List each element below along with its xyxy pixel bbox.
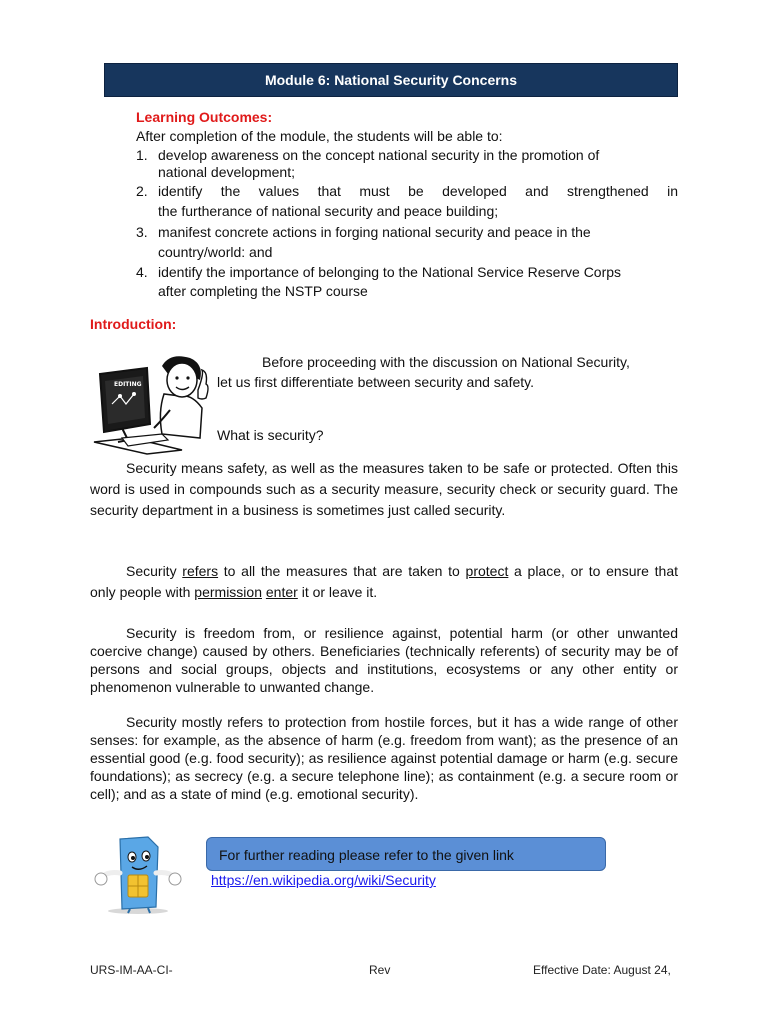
what-is-security-question: What is security?	[217, 427, 324, 443]
outcome-item-1-line2: national development;	[158, 164, 295, 180]
outcome-item-2-line1: identify the values that must be developed and strengthened in	[158, 183, 678, 199]
outcome-item-3-line2: country/world: and	[158, 244, 273, 260]
word-protect: protect	[465, 563, 509, 579]
learning-outcomes-heading: Learning Outcomes:	[136, 109, 273, 125]
outcome-number: 4.	[136, 264, 148, 280]
word-enter: enter	[265, 584, 298, 600]
intro-lead-line1: Before proceeding with the discussion on National Security,	[262, 354, 630, 370]
outcome-item-3-line1: manifest concrete actions in forging national security and peace in the	[158, 224, 591, 240]
further-reading-callout: For further reading please refer to the given link	[206, 837, 606, 871]
intro-lead-line2: let us first differentiate between security and safety.	[217, 374, 534, 390]
paragraph-security-refers	[90, 561, 678, 603]
footer-revision: Rev	[369, 963, 391, 977]
paragraph-security-meaning: Security means safety, as well as the measures taken to be safe or protected. Often this word is used in compounds such as a security measure, security check or security guard. The security department in a business is sometimes just called security.	[90, 460, 678, 518]
outcome-number: 1.	[136, 147, 148, 163]
outcome-number: 3.	[136, 224, 148, 240]
outcomes-intro: After completion of the module, the students will be able to:	[136, 128, 503, 144]
outcome-item-4-line2: after completing the NSTP course	[158, 283, 368, 299]
word-refers: refers	[182, 563, 219, 579]
outcome-item-2-line2: the furtherance of national security and peace building;	[158, 203, 499, 219]
p2-text: to all the measures that are taken to	[218, 563, 466, 579]
footer-document-code: URS-IM-AA-CI-	[90, 963, 173, 977]
introduction-heading: Introduction:	[90, 316, 177, 332]
p2-text: Security	[126, 563, 183, 579]
outcome-item-1-line1: develop awareness on the concept national security in the promotion of	[158, 147, 600, 163]
sim-card-mascot-icon	[92, 833, 184, 915]
monitor-label: EDITING	[114, 381, 142, 388]
p2-text: a place, or to ensure that only people with	[90, 563, 678, 600]
person-at-computer-illustration	[92, 354, 212, 456]
outcome-number: 2.	[136, 183, 148, 199]
paragraph-security-senses: Security mostly refers to protection from hostile forces, but it has a wide range of other senses: for example, as the absence of harm (e.g. freedom from want); as the presence of an essential good (e.g. food security); as resilience against potential damage or harm (e.g. secure foundations); as secrecy (e.g. a secure telephone line); as containment (e.g. a secure room or cell); and as a state of mind (e.g. emotional security).	[90, 714, 678, 802]
word-permission: permission	[194, 584, 262, 600]
wikipedia-security-link[interactable]: https://en.wikipedia.org/wiki/Security	[211, 872, 436, 888]
paragraph-security-freedom: Security is freedom from, or resilience against, potential harm (or other unwanted coercive change) caused by others. Beneficiaries (technically referents) of security may be of persons and social groups, objects and institutions, ecosystems or any other entity or phenomenon vulnerable to unwanted change.	[90, 625, 678, 695]
module-title: Module 6: National Security Concerns	[104, 63, 678, 97]
p2-text: it or leave it.	[297, 584, 378, 600]
footer-effective-date: Effective Date: August 24,	[533, 963, 671, 977]
outcome-item-4-line1: identify the importance of belonging to the National Service Reserve Corps	[158, 264, 622, 280]
